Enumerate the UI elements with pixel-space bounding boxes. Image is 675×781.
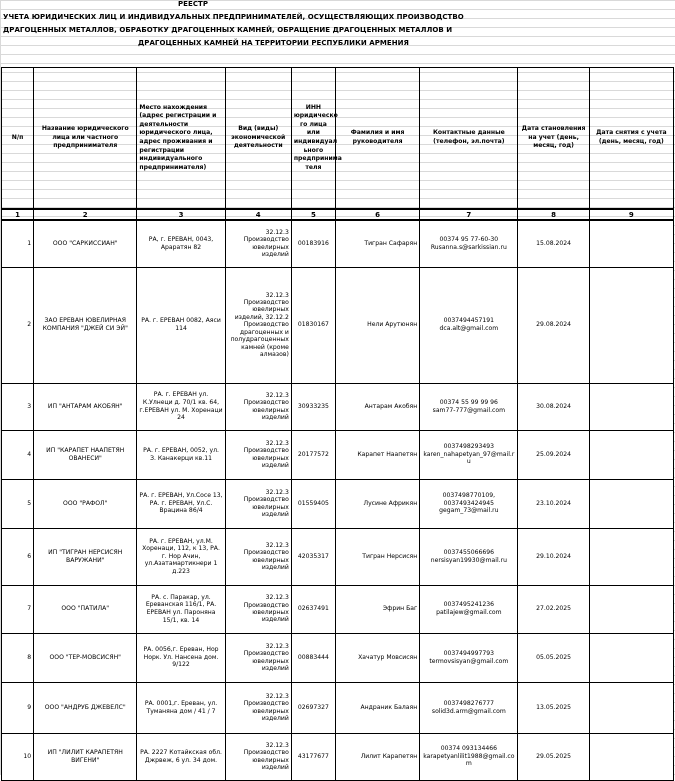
- contact-email: nersisyan19930@mail.ru: [430, 556, 507, 564]
- company-name[interactable]: ООО "АНДРУБ ДЖЕВЕЛС": [34, 682, 137, 733]
- contact-phone: 00374 093134466: [440, 745, 497, 753]
- director-name[interactable]: Нели Арутюнян: [335, 267, 419, 383]
- inn[interactable]: 20177572: [291, 430, 335, 479]
- contact-phone: 0037498770109, 0037493424945: [442, 492, 496, 507]
- contacts[interactable]: [420, 682, 518, 733]
- row-number[interactable]: 6: [2, 528, 34, 585]
- table-row[interactable]: [2, 733, 674, 780]
- director-name[interactable]: Лилит Карапетян: [335, 733, 419, 780]
- activity[interactable]: 32.12.3 Производство ювелирных изделий: [225, 528, 291, 585]
- contacts[interactable]: [420, 430, 518, 479]
- title-line: ДРАГОЦЕННЫХ МЕТАЛЛОВ, ОБРАБОТКУ ДРАГОЦЕННЫХ КАМНЕЙ, ОБРАЩЕНИЕ ДРАГОЦЕННЫХ МЕТАЛЛОВ И: [3, 26, 453, 34]
- director-name[interactable]: Андраник Балаян: [335, 682, 419, 733]
- column-numbers-row: [2, 209, 674, 220]
- table-row[interactable]: [2, 585, 674, 633]
- inn[interactable]: 43177677: [291, 733, 335, 780]
- inn[interactable]: 01830167: [291, 267, 335, 383]
- contact-email: Rusanna.s@sarkissian.ru: [430, 243, 507, 251]
- contact-phone: 0037495241236: [443, 601, 495, 609]
- address[interactable]: РА. с. Паракар, ул. Ереванская 116/1, РА. ЕРЕВАН ул. Пароняна 15/1, кв. 14: [137, 585, 225, 633]
- row-number[interactable]: 8: [2, 633, 34, 682]
- row-number[interactable]: 1: [2, 220, 34, 267]
- director-name[interactable]: Тигран Нерсисян: [335, 528, 419, 585]
- company-name[interactable]: ООО "САРКИССИАН": [34, 220, 137, 267]
- registration-date[interactable]: 05.05.2025: [518, 633, 589, 682]
- contacts[interactable]: [420, 479, 518, 528]
- inn[interactable]: 02697327: [291, 682, 335, 733]
- contacts[interactable]: [420, 528, 518, 585]
- contact-phone: 0037494997793: [443, 649, 495, 657]
- registry-title: РЕЕСТР: [178, 0, 209, 8]
- row-number[interactable]: 10: [2, 733, 34, 780]
- header-inn: ИНН юридическо го лица или индивидуал ьного предпринима теля: [291, 68, 335, 210]
- address[interactable]: РА. г. ЕРЕВАН, 0052, ул. З. Канакерци кв.11: [137, 430, 225, 479]
- table-row[interactable]: [2, 633, 674, 682]
- contact-phone: 00374 55 99 99 96: [439, 398, 498, 406]
- activity[interactable]: 32.12.3 Производство ювелирных изделий: [225, 585, 291, 633]
- deregistration-date[interactable]: [589, 528, 673, 585]
- inn[interactable]: 42035317: [291, 528, 335, 585]
- inn[interactable]: 30933235: [291, 383, 335, 430]
- deregistration-date[interactable]: [589, 430, 673, 479]
- company-name[interactable]: ЗАО ЕРЕВАН ЮВЕЛИРНАЯ КОМПАНИЯ "ДЖЕЙ СИ ЭЙ": [34, 267, 137, 383]
- contact-email: dca.alt@gmail.com: [439, 325, 499, 332]
- registry-table: [1, 67, 674, 781]
- column-number: 5: [291, 209, 335, 220]
- table-row[interactable]: [2, 430, 674, 479]
- row-number[interactable]: 4: [2, 430, 34, 479]
- row-number[interactable]: 5: [2, 479, 34, 528]
- registration-date[interactable]: 29.10.2024: [518, 528, 589, 585]
- activity[interactable]: 32.12.3 Производство ювелирных изделий: [225, 682, 291, 733]
- table-row[interactable]: [2, 682, 674, 733]
- contact-phone: 0037498293493: [443, 443, 495, 451]
- registration-date[interactable]: 25.09.2024: [518, 430, 589, 479]
- table-row[interactable]: [2, 267, 674, 383]
- registration-date[interactable]: 29.08.2024: [518, 267, 589, 383]
- deregistration-date[interactable]: [589, 220, 673, 267]
- address[interactable]: РА. г. ЕРЕВАН ул. К.Улнеци д. 70/1 кв. 64, г.ЕРЕВАН ул. М. Хоренаци 24: [137, 383, 225, 430]
- company-name[interactable]: ИП "ЛИЛИТ КАРАПЕТЯН ВИГЕНИ": [34, 733, 137, 780]
- contact-email: solid3d.arm@gmail.com: [431, 707, 506, 715]
- registry-rows: [2, 220, 674, 780]
- contact-email: sam77-777@gmail.com: [432, 406, 506, 414]
- deregistration-date[interactable]: [589, 733, 673, 780]
- inn[interactable]: 00183916: [291, 220, 335, 267]
- address[interactable]: РА. 0001,г. Ереван, ул. Туманяна дом / 41 / 7: [137, 682, 225, 733]
- company-name[interactable]: ИП "АНТАРАМ АКОБЯН": [34, 383, 137, 430]
- column-number: 3: [137, 209, 225, 220]
- column-number: 4: [225, 209, 291, 220]
- header-name: Название юридического лица или частного предпринимателя: [34, 68, 137, 210]
- header-contacts: Контактные данные (телефон, эл.почта): [420, 68, 518, 210]
- header-dereg-date: Дата снятия с учета (день, месяц, год): [589, 68, 673, 210]
- address[interactable]: РА. г. ЕРЕВАН, ул.М. Хоренаци, 112, к 13, РА. г. Нор Ачин, ул.Азатамартикнери 1 д.223: [137, 528, 225, 585]
- director-name[interactable]: Лусине Африкян: [335, 479, 419, 528]
- inn[interactable]: 02637491: [291, 585, 335, 633]
- column-number: 2: [34, 209, 137, 220]
- deregistration-date[interactable]: [589, 267, 673, 383]
- title-line: УЧЕТА ЮРИДИЧЕСКИХ ЛИЦ И ИНДИВИДУАЛЬНЫХ ПРЕДПРИНИМАТЕЛЕЙ, ОСУЩЕСТВЛЯЮЩИХ ПРОИЗВОДСТВО: [3, 13, 464, 21]
- activity[interactable]: 32.12.3 Производство ювелирных изделий, 32.12.2 Производство драгоценных и полудрагоценных камней (кроме алмазов): [225, 267, 291, 383]
- company-name[interactable]: ООО "ПАТИЛА": [34, 585, 137, 633]
- activity[interactable]: 32.12.3 Производство ювелирных изделий: [225, 430, 291, 479]
- registration-date[interactable]: 30.08.2024: [518, 383, 589, 430]
- contacts[interactable]: [420, 733, 518, 780]
- activity[interactable]: 32.12.3 Производство ювелирных изделий: [225, 479, 291, 528]
- director-name[interactable]: Карапет Наапетян: [335, 430, 419, 479]
- table-row[interactable]: [2, 479, 674, 528]
- header-reg-date: Дата становления на учет (день, месяц, год): [518, 68, 589, 210]
- contact-email: gegam_73@mail.ru: [439, 507, 499, 515]
- deregistration-date[interactable]: [589, 633, 673, 682]
- contact-email: karapetyanlilit1988@gmail.com: [423, 752, 515, 768]
- table-row[interactable]: [2, 528, 674, 585]
- director-name[interactable]: Тигран Сафарян: [335, 220, 419, 267]
- address[interactable]: РА. 2227 Котайкская обл. Джрвеж, 6 ул. 34 дом.: [137, 733, 225, 780]
- registration-date[interactable]: 27.02.2025: [518, 585, 589, 633]
- header-row: [2, 68, 674, 210]
- column-number: 6: [335, 209, 419, 220]
- header-address: Место нахождения (адрес регистрации и деятельности юридического лица, адрес проживания и регистрации индивидуального предпринимателя): [137, 68, 225, 210]
- activity[interactable]: 32.12.3 Производство ювелирных изделий: [225, 383, 291, 430]
- address[interactable]: РА, г. ЕРЕВАН, 0043, Араратян 82: [137, 220, 225, 267]
- row-number[interactable]: 3: [2, 383, 34, 430]
- director-name[interactable]: Эфрин Баг: [335, 585, 419, 633]
- registration-date[interactable]: 23.10.2024: [518, 479, 589, 528]
- contacts[interactable]: [420, 220, 518, 267]
- company-name[interactable]: ИП "КАРАПЕТ НААПЕТЯН ОВАНЕСИ": [34, 430, 137, 479]
- company-name[interactable]: ООО "РАФОЛ": [34, 479, 137, 528]
- header-activity: Вид (виды) экономической деятельности: [225, 68, 291, 210]
- contact-email: karen_nahapetyan_97@mail.ru: [423, 450, 515, 466]
- director-name[interactable]: Хачатур Мовсисян: [335, 633, 419, 682]
- registration-date[interactable]: 29.05.2025: [518, 733, 589, 780]
- deregistration-date[interactable]: [589, 585, 673, 633]
- row-number[interactable]: 9: [2, 682, 34, 733]
- deregistration-date[interactable]: [589, 682, 673, 733]
- address[interactable]: РА. 0056,г. Ереван, Нор Норк. Ул. Нансена дом. 9/122: [137, 633, 225, 682]
- inn[interactable]: 01559405: [291, 479, 335, 528]
- company-name[interactable]: ООО "ТЕР-МОВСИСЯН": [34, 633, 137, 682]
- column-number: 1: [2, 209, 34, 220]
- registration-date[interactable]: 15.08.2024: [518, 220, 589, 267]
- contact-phone: 0037455066696: [443, 548, 495, 556]
- header-no: N/п: [2, 68, 34, 210]
- row-number[interactable]: 2: [2, 267, 34, 383]
- contact-email: patilajew@gmail.com: [436, 609, 502, 616]
- activity[interactable]: 32.12.3 Производство ювелирных изделий: [225, 220, 291, 267]
- table-row[interactable]: [2, 220, 674, 267]
- row-number[interactable]: 7: [2, 585, 34, 633]
- contact-phone: 0037498276777: [443, 699, 495, 707]
- registration-date[interactable]: 13.05.2025: [518, 682, 589, 733]
- address[interactable]: РА. г. ЕРЕВАН, Ул.Сосе 13, РА. г. ЕРЕВАН, Ул.С. Врацина 86/4: [137, 479, 225, 528]
- contact-phone: 00374 95 77-60-30: [439, 236, 499, 244]
- contact-phone: 0037494457191: [443, 317, 495, 325]
- header-head: Фамилия и имя руководителя: [335, 68, 419, 210]
- contacts[interactable]: [420, 633, 518, 682]
- deregistration-date[interactable]: [589, 479, 673, 528]
- column-number: 8: [518, 209, 589, 220]
- activity[interactable]: 32.12.3 Производство ювелирных изделий: [225, 633, 291, 682]
- contact-email: termovsisyan@gmail.com: [429, 657, 509, 665]
- activity[interactable]: 32.12.3 Производство ювелирных изделий: [225, 733, 291, 780]
- director-name[interactable]: Антарам Акобян: [335, 383, 419, 430]
- address[interactable]: РА. г. ЕРЕВАН 0082, Аяси 114: [137, 267, 225, 383]
- column-number: 7: [420, 209, 518, 220]
- contacts[interactable]: [420, 585, 518, 633]
- contacts[interactable]: [420, 267, 518, 383]
- table-row[interactable]: [2, 383, 674, 430]
- deregistration-date[interactable]: [589, 383, 673, 430]
- column-number: 9: [589, 209, 673, 220]
- title-line: ДРАГОЦЕННЫХ КАМНЕЙ НА ТЕРРИТОРИИ РЕСПУБЛИКИ АРМЕНИЯ: [138, 39, 409, 47]
- company-name[interactable]: ИП "ТИГРАН НЕРСИСЯН ВАРУЖАНИ": [34, 528, 137, 585]
- contacts[interactable]: [420, 383, 518, 430]
- inn[interactable]: 00883444: [291, 633, 335, 682]
